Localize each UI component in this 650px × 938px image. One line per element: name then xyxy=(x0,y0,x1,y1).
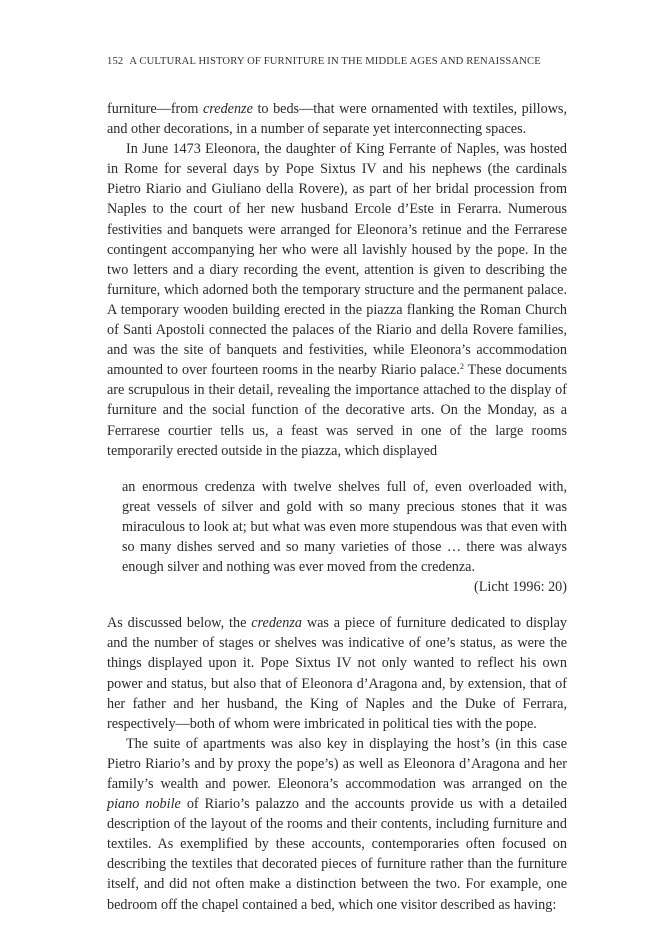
text-run: As discussed below, the xyxy=(107,615,252,632)
body-text xyxy=(107,99,567,915)
text-run: was a piece of furniture dedicated to display and the number of stages or shelves was indicative of one’s status, as were the things displayed upon it. Pope Sixtus IV not only wanted to reflect his own power and status, but also that of Eleonora d’Aragona and, by extension, that of her father and her husband, the King of Naples and the Duke of Ferrara, respectively—both of whom were imbricated in political ties with the pope. xyxy=(107,615,567,732)
italic-term: credenze xyxy=(202,101,253,117)
text-run: of Riario’s palazzo and the accounts provide us with a detailed description of the layout of the rooms and their contents, including furniture and textiles. As exemplified by these accounts, contemporaries often focused on describing the textiles that decorated pieces of furniture rather than the furniture itself, and did not often make a distinction between the two. For example, one bedroom off the chapel contained a bed, which one visitor described as having: xyxy=(107,796,568,913)
text-run: In June 1473 Eleonora, the daughter of King Ferrante of Naples, was hosted in Rome for several days by Pope Sixtus IV and his nephews (the cardinals Pietro Riario and Giuliano della Rovere), as part of her bridal procession from Naples to the court of her new husband Ercole d’Este in Ferarra. Numerous festivities and banquets were arranged for Eleonora’s retinue and the Ferrarese contingent accompanying her who were all lavishly housed by the pope. In the two letters and a diary recording the event, attention is given to describing the furniture, which adorned both the temporary structure and the permanent palace. A temporary wooden building erected in the piazza flanking the Roman Church of Santi Apostoli connected the palaces of the Riario and della Rovere families, and was the site of banquets and festivities, while Eleonora’s accommodation amounted to over fourteen rooms in the nearby Riario palace. xyxy=(107,141,567,379)
running-head xyxy=(107,56,567,67)
text-run: furniture—from xyxy=(107,101,203,117)
text-run: The suite of apartments was also key in displaying the host’s (in this case Pietro Riario’s and by proxy the pope’s) as well as Eleonora d’Aragona and her family’s wealth and power. Eleonora’s accommodation was arranged on the xyxy=(107,735,567,792)
paragraph-4 xyxy=(107,734,567,915)
text-run: These documents are scrupulous in their detail, revealing the importance attached to the display of furniture and the social function of the decorative arts. On the Monday, as a Ferrarese courtier tells us, a feast was served in one of the large rooms temporarily erected outside in the piazza, which displayed xyxy=(107,362,567,459)
footnote-marker: 2 xyxy=(459,362,464,372)
italic-term: piano nobile xyxy=(107,796,181,813)
text-run: to beds—that were ornamented with textiles, pillows, and other decorations, in a number of separate yet interconnecting spaces. xyxy=(107,101,568,138)
paragraph-3 xyxy=(107,613,567,734)
paragraph-1 xyxy=(107,99,567,139)
quote-text: an enormous credenza with twelve shelves full of, even overloaded with, great vessels of silver and gold with so many precious stones that it was miraculous to look at; but what was even more stupendous was that even with so many dishes served and so many varieties of those … there was always enough silver and nothing was ever moved from the credenza. xyxy=(122,478,567,576)
block-quote xyxy=(122,477,567,598)
quote-citation: (Licht 1996: 20) xyxy=(474,579,567,596)
running-title: A CULTURAL HISTORY OF FURNITURE IN THE MIDDLE AGES AND RENAISSANCE xyxy=(129,56,541,67)
page-number: 152 xyxy=(107,56,124,67)
italic-term: credenza xyxy=(251,615,302,632)
paragraph-2 xyxy=(107,139,567,461)
